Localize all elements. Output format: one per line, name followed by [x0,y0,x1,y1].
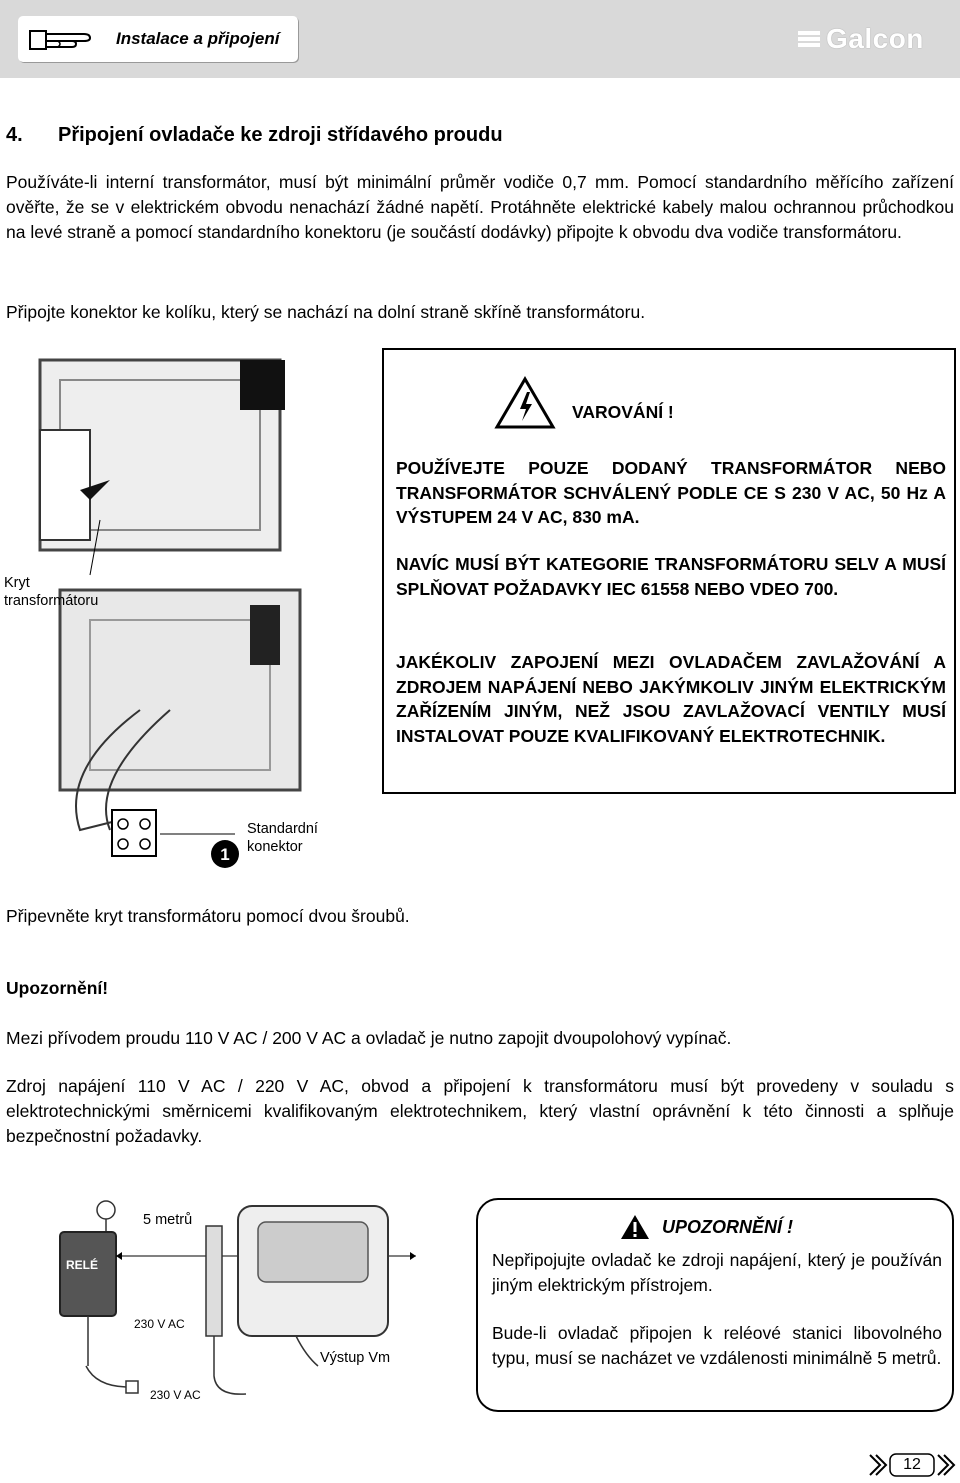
warning-text-1: POUŽÍVEJTE POUZE DODANÝ TRANSFORMÁTOR NEBO TRANSFORMÁTOR SCHVÁLENÝ PODLE CE S 230 V AC, 50 Hz A VÝSTUPEM 24 V AC, 830 mA. [396,458,946,527]
section-tab-title: Instalace a připojení [116,29,280,48]
caution-text-1: Nepřipojujte ovladač ke zdroji napájení, který je používán jiným elektrickým přístrojem. [492,1250,942,1295]
relay-label: RELÉ [66,1258,99,1272]
warning-title: VAROVÁNÍ ! [572,401,674,422]
galcon-logo [798,24,924,54]
label-cover-line1: Kryt [4,575,30,591]
page-number-tab [868,1452,956,1478]
warning-heading [494,376,674,430]
section-number: 4. [6,124,23,146]
paragraph-intro: Používáte-li interní transformátor, musí být minimální průměr vodiče 0,7 mm. Pomocí standardního měřícího zařízení ověřte, že se v elektrickém obvodu nenachází žádné napětí. Protáhněte elektrické kabely malou ochrannou průchodkou na levé straně a pomocí standardního konektoru (je součástí dodávky) připojte k obvodu dva vodiče transformátoru. [6,172,954,242]
warning-text-2: NAVÍC MUSÍ BÝT KATEGORIE TRANSFORMÁTORU SELV A MUSÍ SPLŇOVAT POŽADAVKY IEC 61558 NEBO VDEO 700. [396,554,946,599]
caution-title: UPOZORNĚNÍ ! [662,1216,794,1237]
caution-text-2: Bude-li ovladač připojen k reléové stanici libovolného typu, musí se nacházet ve vzdálenosti minimálně 5 metrů. [492,1323,942,1368]
paragraph-switch: Mezi přívodem proudu 110 V AC / 200 V AC a ovladač je nutno zapojit dvoupolohový vypínač. [6,1028,732,1048]
label-connector-line1: Standardní [247,821,318,837]
electric-hazard-icon [494,376,556,430]
paragraph-cover: Připevněte kryt transformátoru pomocí dvou šroubů. [6,906,410,926]
warning-box [382,348,956,794]
pointing-hand-icon [28,28,94,52]
distance-label: 5 metrů [143,1212,193,1228]
section-tab [18,16,298,62]
relay-distance-illustration [56,1196,426,1410]
callout-number: 1 [220,845,230,864]
output-label: Výstup Vm [320,1350,391,1366]
notice-title: Upozornění! [6,978,109,998]
logo-text: Galcon [826,23,924,54]
label-connector-line2: konektor [247,839,303,855]
section-heading [6,124,503,147]
warning-text-3: JAKÉKOLIV ZAPOJENÍ MEZI OVLADAČEM ZAVLAŽOVÁNÍ A ZDROJEM NAPÁJENÍ NEBO JAKÝMKOLIV JINÝM ELEKTRICKÝM ZAŘÍZENÍM JINÝM, NEŽ JSOU ZAVLAŽOVACÍ VENTILY MUSÍ INSTALOVAT POUZE KVALIFIKOVANÝ ELEKTROTECHNIK. [396,652,946,746]
page-number: 12 [903,1456,921,1473]
paragraph-connector: Připojte konektor ke kolíku, který se nachází na dolní straně skříně transformátoru. [6,302,646,322]
label-standard-connector [247,820,318,856]
label-cover-line2: transformátoru [4,593,99,609]
relay-box [60,1232,116,1316]
section-title: Připojení ovladače ke zdroji střídavého proudu [58,124,503,146]
transformer-illustration [20,350,360,880]
caution-heading [620,1214,793,1240]
page-header [0,0,960,78]
caution-box [476,1198,954,1412]
warning-triangle-icon [620,1214,650,1240]
paragraph-power-supply: Zdroj napájení 110 V AC / 220 V AC, obvod a připojení k transformátoru musí být provedeny v souladu s elektrotechnickými směrnicemi kvalifikovaným elektrotechnikem, který vlastní oprávnění k této činnosti a splňuje bezpečnostní požadavky. [6,1076,954,1146]
voltage-label-1: 230 V AC [134,1317,185,1331]
galcon-mark-icon [798,28,820,50]
voltage-label-2: 230 V AC [150,1388,201,1402]
label-transformer-cover [4,574,98,610]
